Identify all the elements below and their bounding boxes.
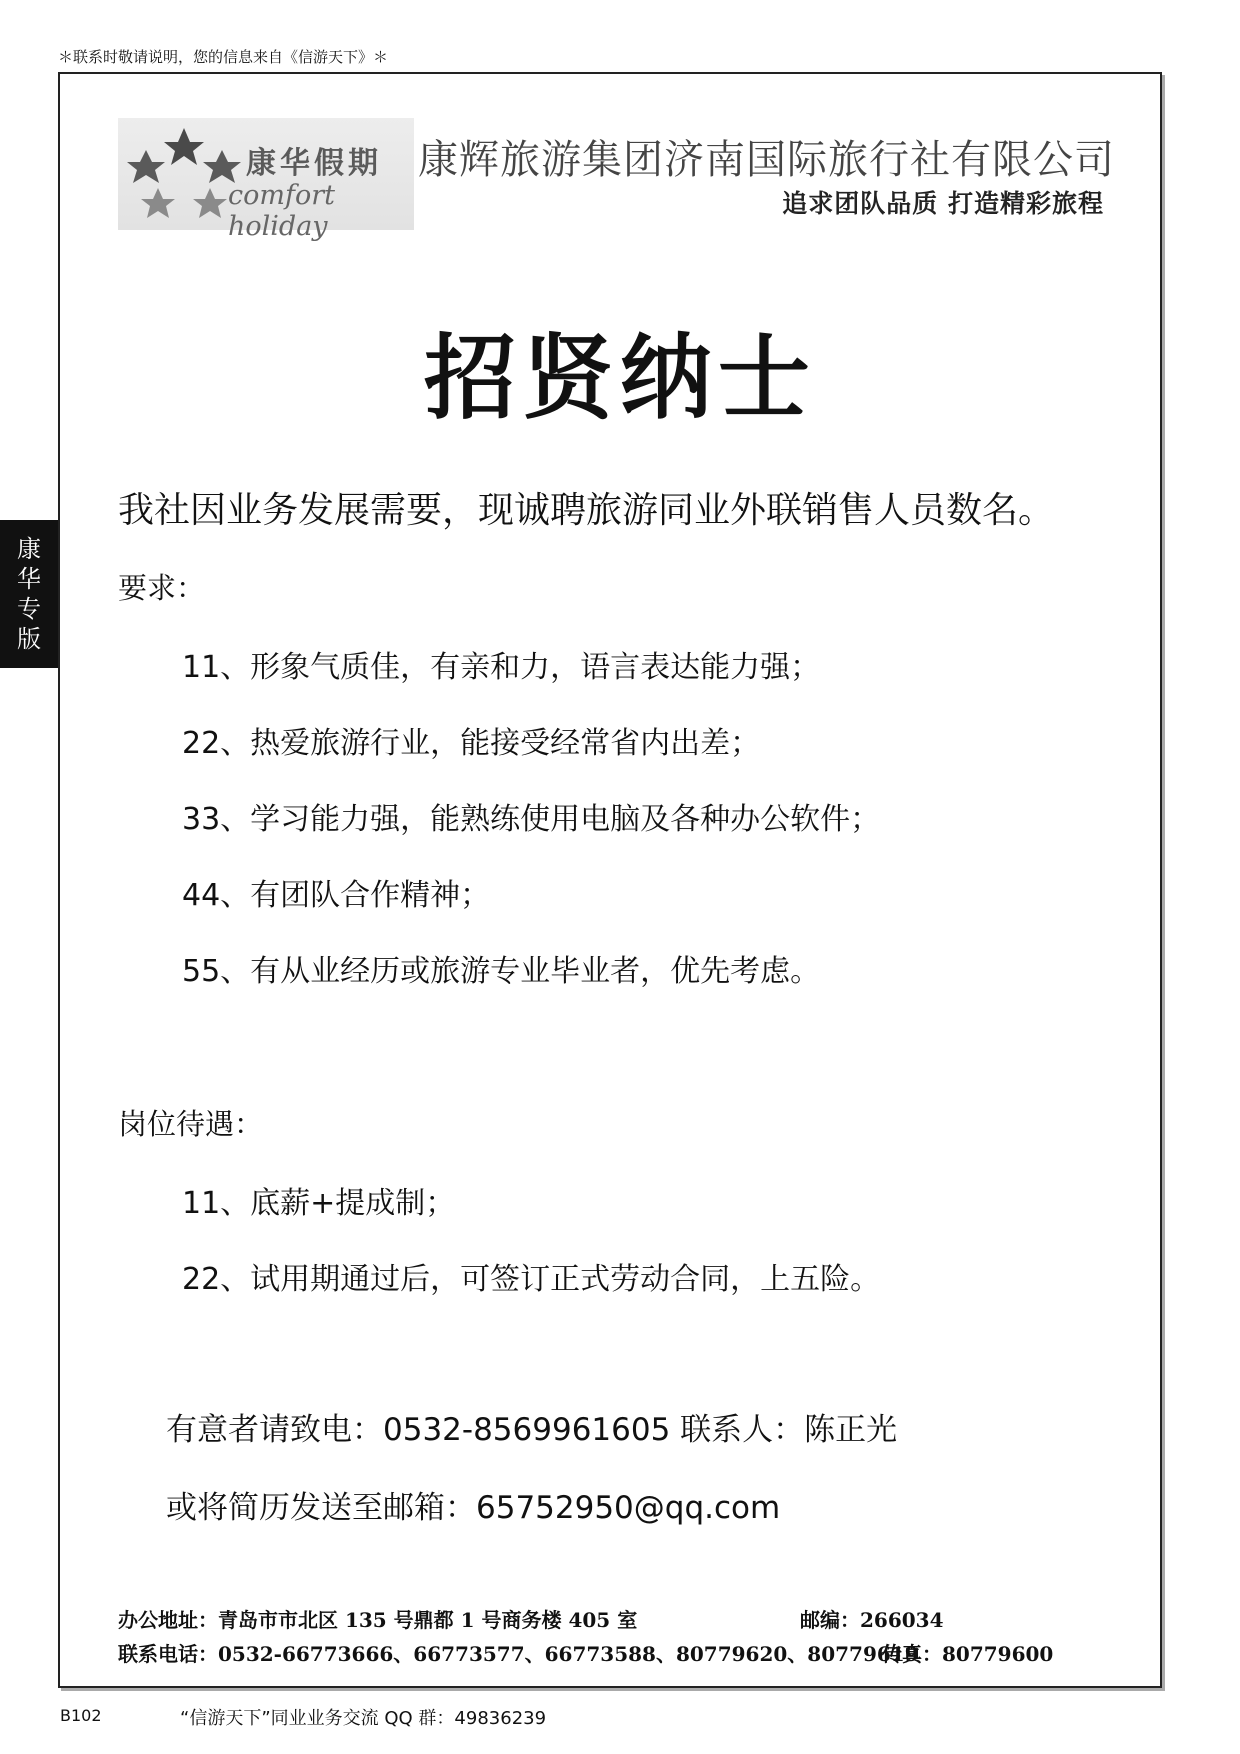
benefits-heading: 岗位待遇： (118, 1107, 264, 1141)
postcode: 邮编：266034 (800, 1608, 944, 1632)
requirement-item: 11、形象气质佳，有亲和力，语言表达能力强； (182, 650, 821, 685)
logo-english-text: comfort holiday (228, 180, 335, 242)
people-circle-icon (124, 120, 244, 228)
benefit-item: 11、底薪+提成制； (182, 1186, 456, 1221)
fax-number: 传真：80779600 (882, 1642, 1054, 1666)
qq-group-note: “信游天下”同业业务交流 QQ 群：49836239 (180, 1708, 547, 1729)
section-tab-char: 版 (17, 625, 41, 653)
requirement-item: 33、学习能力强，能熟练使用电脑及各种办公软件； (182, 802, 881, 837)
benefit-item: 22、试用期通过后，可签订正式劳动合同，上五险。 (182, 1262, 881, 1297)
office-address: 办公地址：青岛市市北区 135 号鼎都 1 号商务楼 405 室 (118, 1608, 638, 1632)
company-name: 康辉旅游集团济南国际旅行社有限公司 (418, 137, 1115, 183)
requirements-heading: 要求： (118, 571, 206, 605)
phone-numbers: 联系电话：0532-66773666、66773577、66773588、80779620、80779619 (118, 1642, 919, 1666)
page-title: 招贤纳士 (423, 325, 816, 432)
requirement-item: 55、有从业经历或旅游专业毕业者，优先考虑。 (182, 954, 821, 989)
requirement-item: 44、有团队合作精神； (182, 878, 491, 913)
company-logo (118, 118, 414, 242)
section-tab-char: 专 (17, 595, 41, 623)
page-number: B102 (60, 1706, 102, 1725)
logo-chinese-text: 康华假期 (246, 146, 382, 181)
contact-email: 或将简历发送至邮箱：65752950@qq.com (166, 1490, 781, 1526)
source-note: ＊联系时敬请说明，您的信息来自《信游天下》＊ (58, 48, 389, 66)
contact-phone: 有意者请致电：0532-8569961605 联系人：陈正光 (166, 1412, 898, 1448)
section-tab-char: 华 (17, 565, 41, 593)
section-tab (0, 520, 58, 668)
section-tab-char: 康 (17, 535, 41, 563)
company-slogan: 追求团队品质 打造精彩旅程 (782, 189, 1104, 218)
intro-text: 我社因业务发展需要，现诚聘旅游同业外联销售人员数名。 (118, 490, 1055, 531)
requirement-item: 22、热爱旅游行业，能接受经常省内出差； (182, 726, 761, 761)
